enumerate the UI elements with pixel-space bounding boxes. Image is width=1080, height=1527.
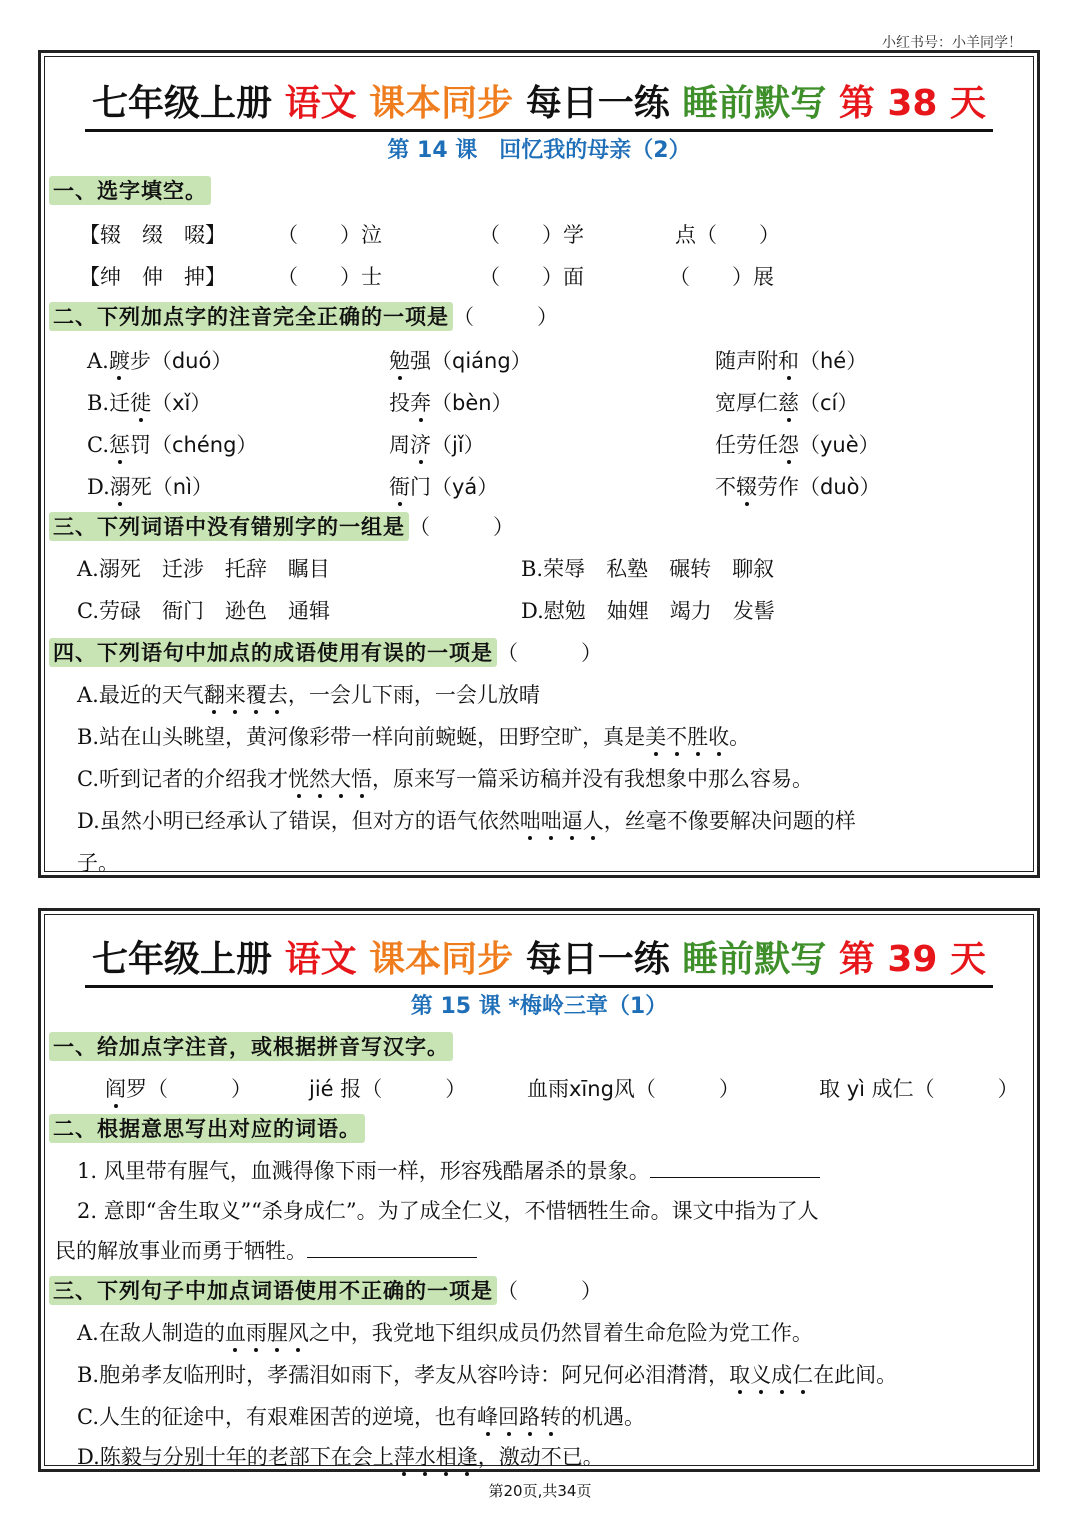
sentence-a[interactable]: A.在敌人制造的血雨腥风之中，我党地下组织成员仍然冒着生命危险为党工作。 [77, 1317, 813, 1347]
idiom: 咄咄逼人 [520, 809, 604, 833]
sentence-d[interactable]: D.陈毅与分别十年的老部下在会上萍水相逢，激动不已。 [77, 1441, 604, 1471]
title-day: 第 39 天 [838, 939, 986, 980]
definition-2-cont: 民的解放事业而勇于牺牲。 [55, 1235, 477, 1265]
phrase: 取义成仁 [729, 1363, 813, 1387]
title-grade: 七年级上册 [92, 939, 273, 980]
title-underline [85, 985, 993, 988]
idiom: 恍然大悟 [288, 767, 372, 791]
definition-1: 1. 风里带有腥气，血溅得像下雨一样，形容残酷屠杀的景象。 [77, 1155, 820, 1185]
fill-item[interactable]: （ ）士 [277, 265, 382, 289]
watermark: 小红书号：小羊同学！ [882, 35, 1022, 51]
sentence-c[interactable]: C.听到记者的介绍我才恍然大悟，原来写一篇采访稿并没有我想象中那么容易。 [77, 763, 813, 793]
option-d[interactable]: D.慰勉 妯娌 竭力 发髻 [521, 599, 775, 623]
option-row-a: A.踱步（duó） 勉强（qiáng） 随声附和（hé） [87, 345, 987, 375]
option-row-c: C.惩罚（chéng） 周济（jǐ） 任劳任怨（yuè） [87, 429, 987, 459]
title-sync: 课本同步 [369, 939, 514, 980]
pinyin-item-1[interactable]: 阎罗（ ） [105, 1073, 252, 1103]
option-row-b: B.迁徙（xǐ） 投奔（bèn） 宽厚仁慈（cí） [87, 387, 987, 417]
sentence-a[interactable]: A.最近的天气翻来覆去，一会儿下雨，一会儿放晴 [77, 679, 540, 709]
title-daily: 每日一练 [525, 939, 670, 980]
char-group: 【绅 伸 抻】 [79, 265, 226, 289]
option-row-ab [77, 553, 977, 583]
answer-paren[interactable]: （ ） [497, 1279, 602, 1303]
option-a[interactable]: A.溺死 迁涉 托辞 瞩目 [77, 557, 330, 581]
idiom: 美不胜收 [645, 725, 729, 749]
section-1-heading: 一、给加点字注音，或根据拼音写汉字。 [49, 1032, 453, 1061]
pinyin-item-4[interactable]: 取 yì 成仁（ ） [819, 1077, 1019, 1101]
section-3-heading: 三、下列句子中加点词语使用不正确的一项是 [49, 1276, 497, 1305]
title-grade: 七年级上册 [92, 83, 273, 124]
day38-panel [38, 50, 1040, 878]
title-underline [85, 129, 993, 132]
sentence-d[interactable]: D.虽然小明已经承认了错误，但对方的语气依然咄咄逼人，丝毫不像要解决问题的样 [77, 805, 856, 835]
fill-item[interactable]: （ ）展 [669, 265, 774, 289]
day39-title [41, 931, 1037, 982]
day39-panel [38, 908, 1040, 1472]
definition-2: 2. 意即“舍生取义”“杀身成仁”。为了成全仁义，不惜牺牲生命。课文中指为了人 [77, 1199, 819, 1223]
title-sync: 课本同步 [369, 83, 514, 124]
char-group: 【辍 缀 啜】 [79, 223, 226, 247]
section-2-heading: 二、根据意思写出对应的词语。 [49, 1114, 365, 1143]
idiom: 翻来覆去 [204, 683, 288, 707]
option-b[interactable]: B.荣辱 私塾 碾转 聊叙 [521, 557, 775, 581]
phrase: 血雨腥风 [225, 1321, 309, 1345]
pinyin-item-3[interactable]: 血雨xīng风（ ） [527, 1077, 740, 1101]
title-daily: 每日一练 [525, 83, 670, 124]
answer-paren[interactable]: （ ） [409, 515, 514, 539]
section-4-heading: 四、下列语句中加点的成语使用有误的一项是 [49, 638, 497, 667]
option-row-d: D.溺死（nì） 衙门（yá） 不辍劳作（duò） [87, 471, 987, 501]
answer-blank[interactable] [650, 1159, 820, 1178]
pinyin-row [105, 1073, 1035, 1103]
title-bedtime: 睡前默写 [682, 939, 827, 980]
title-day: 第 38 天 [838, 83, 986, 124]
phrase: 峰回路转 [477, 1405, 561, 1429]
title-bedtime: 睡前默写 [682, 83, 827, 124]
option-row-cd [77, 595, 977, 625]
sentence-c[interactable]: C.人生的征途中，有艰难困苦的逆境，也有峰回路转的机遇。 [77, 1401, 645, 1431]
lesson-title: 第 14 课 回忆我的母亲（2） [387, 138, 691, 163]
phrase: 萍水相逢 [394, 1445, 478, 1469]
section-1-heading: 一、选字填空。 [49, 176, 211, 205]
fill-item[interactable]: （ ）泣 [277, 223, 382, 247]
fill-item[interactable]: （ ）学 [479, 223, 584, 247]
sentence-d-cont: 子。 [77, 851, 119, 875]
sentence-b[interactable]: B.站在山头眺望，黄河像彩带一样向前蜿蜒，田野空旷，真是美不胜收。 [77, 721, 750, 751]
option-c[interactable]: C.劳碌 衙门 逊色 通辑 [77, 599, 330, 623]
sentence-b[interactable]: B.胞弟孝友临刑时，孝孺泪如雨下，孝友从容吟诗：阿兄何必泪潸潸，取义成仁在此间。 [77, 1359, 897, 1389]
day38-title [41, 75, 1037, 126]
answer-paren[interactable]: （ ） [497, 641, 602, 665]
lesson-title: 第 15 课 *梅岭三章（1） [410, 994, 668, 1019]
answer-paren[interactable]: （ ） [453, 305, 558, 329]
title-subject: 语文 [284, 939, 357, 980]
answer-blank[interactable] [307, 1239, 477, 1258]
pinyin-item-2[interactable]: jié 报（ ） [309, 1077, 467, 1101]
fill-item[interactable]: （ ）面 [479, 265, 584, 289]
title-subject: 语文 [284, 83, 357, 124]
page-number: 第20页,共34页 [488, 1482, 592, 1500]
section-2-heading: 二、下列加点字的注音完全正确的一项是 [49, 302, 453, 331]
fill-item[interactable]: 点（ ） [675, 223, 780, 247]
section-3-heading: 三、下列词语中没有错别字的一组是 [49, 512, 409, 541]
